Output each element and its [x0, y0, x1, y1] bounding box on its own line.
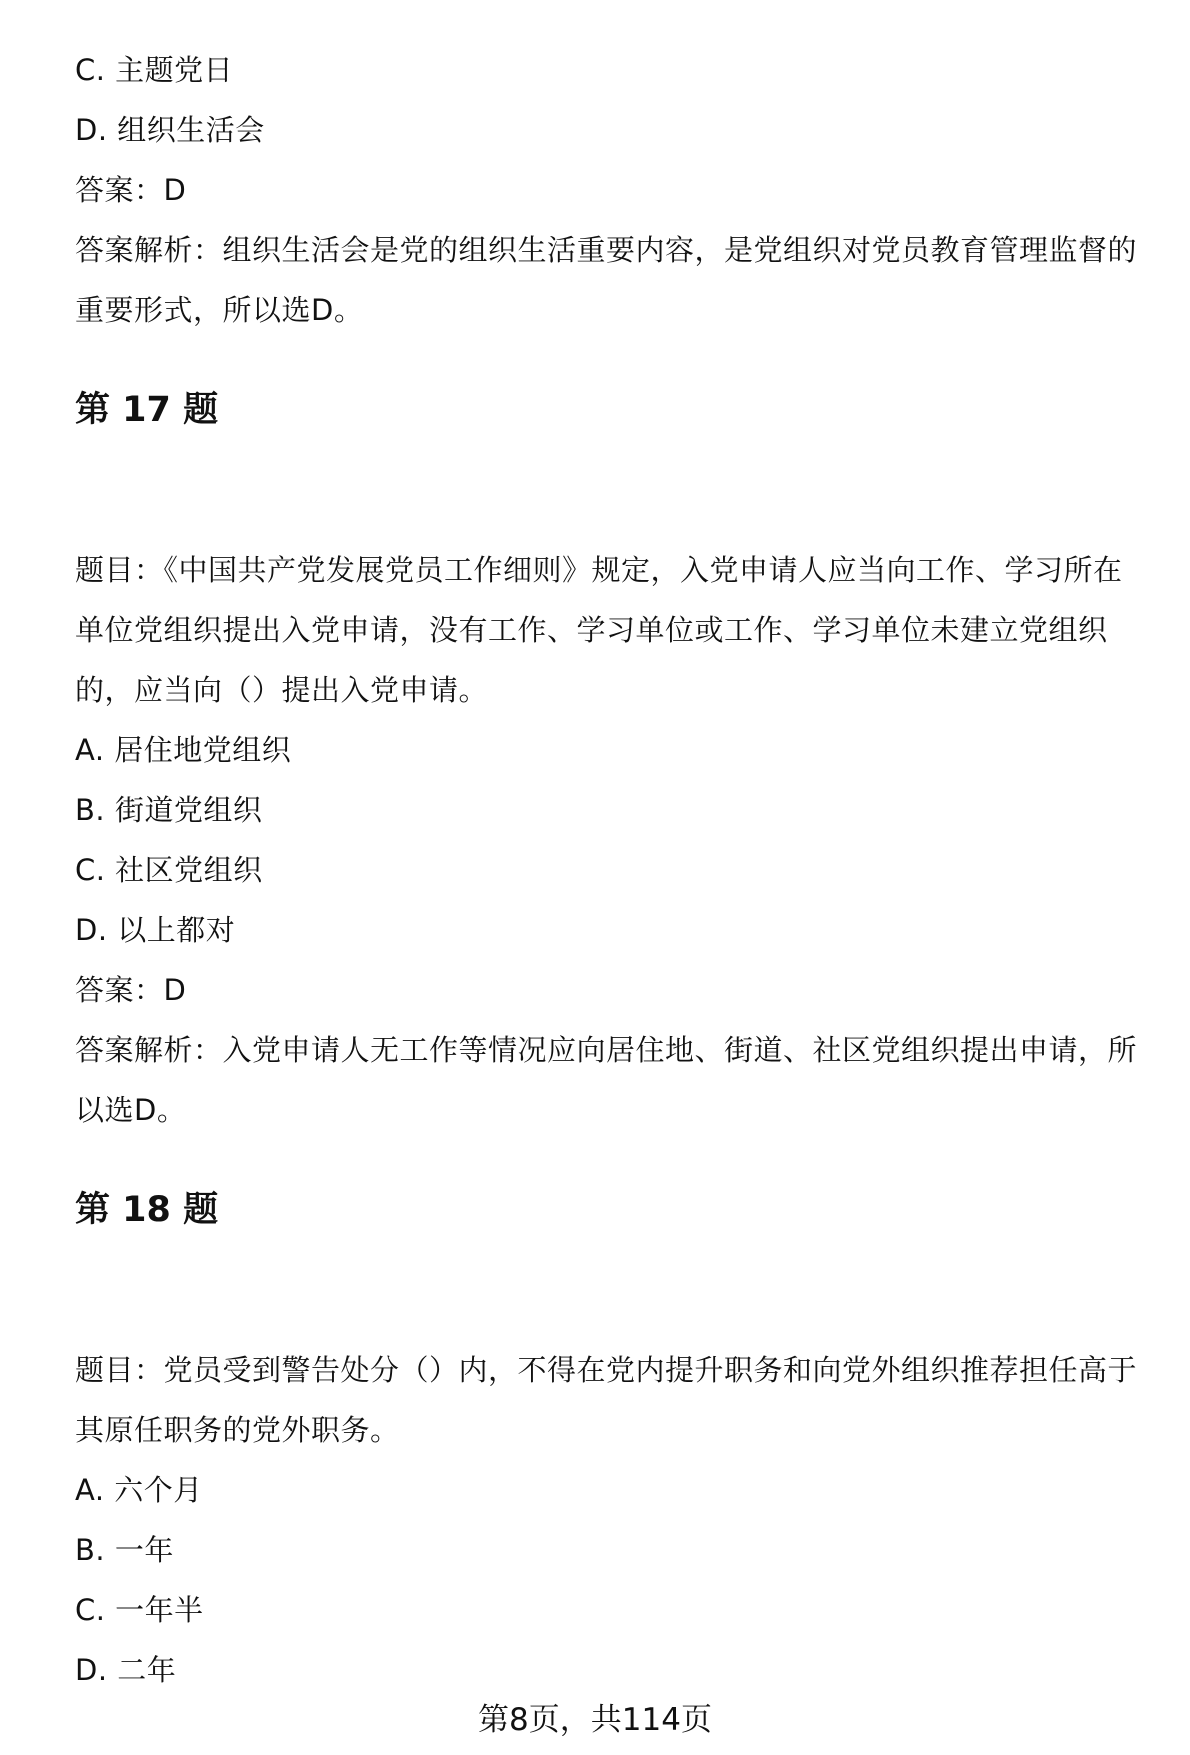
prev-analysis-line-2: 重要形式，所以选D。 — [75, 293, 364, 327]
prev-answer: 答案：D — [75, 173, 187, 207]
q18-option-c: C. 一年半 — [75, 1593, 204, 1627]
q17-answer: 答案：D — [75, 973, 187, 1007]
q18-option-a: A. 六个月 — [75, 1473, 203, 1507]
q18-option-b: B. 一年 — [75, 1533, 174, 1567]
prev-option-d: D. 组织生活会 — [75, 113, 265, 147]
q17-stem-line-1: 题目：《中国共产党发展党员工作细则》规定，入党申请人应当向工作、学习所在 — [75, 553, 1123, 587]
prev-option-c: C. 主题党日 — [75, 53, 234, 87]
q17-option-c: C. 社区党组织 — [75, 853, 263, 887]
prev-analysis-line-1: 答案解析：组织生活会是党的组织生活重要内容，是党组织对党员教育管理监督的 — [75, 233, 1138, 267]
q17-analysis-line-1: 答案解析：入党申请人无工作等情况应向居住地、街道、社区党组织提出申请，所 — [75, 1033, 1138, 1067]
q17-stem-line-2: 单位党组织提出入党申请，没有工作、学习单位或工作、学习单位未建立党组织 — [75, 613, 1108, 647]
page-number-footer: 第8页，共114页 — [478, 1702, 712, 1738]
q17-stem-line-3: 的，应当向（）提出入党申请。 — [75, 673, 489, 707]
q17-option-d: D. 以上都对 — [75, 913, 236, 947]
q17-analysis-line-2: 以选D。 — [75, 1093, 187, 1127]
question-18-heading: 第 18 题 — [75, 1190, 219, 1230]
question-17-heading: 第 17 题 — [75, 390, 219, 430]
q18-stem-line-2: 其原任职务的党外职务。 — [75, 1413, 400, 1447]
q18-stem-line-1: 题目：党员受到警告处分（）内，不得在党内提升职务和向党外组织推荐担任高于 — [75, 1353, 1138, 1387]
q17-option-b: B. 街道党组织 — [75, 793, 263, 827]
q18-option-d: D. 二年 — [75, 1653, 177, 1687]
q17-option-a: A. 居住地党组织 — [75, 733, 292, 767]
